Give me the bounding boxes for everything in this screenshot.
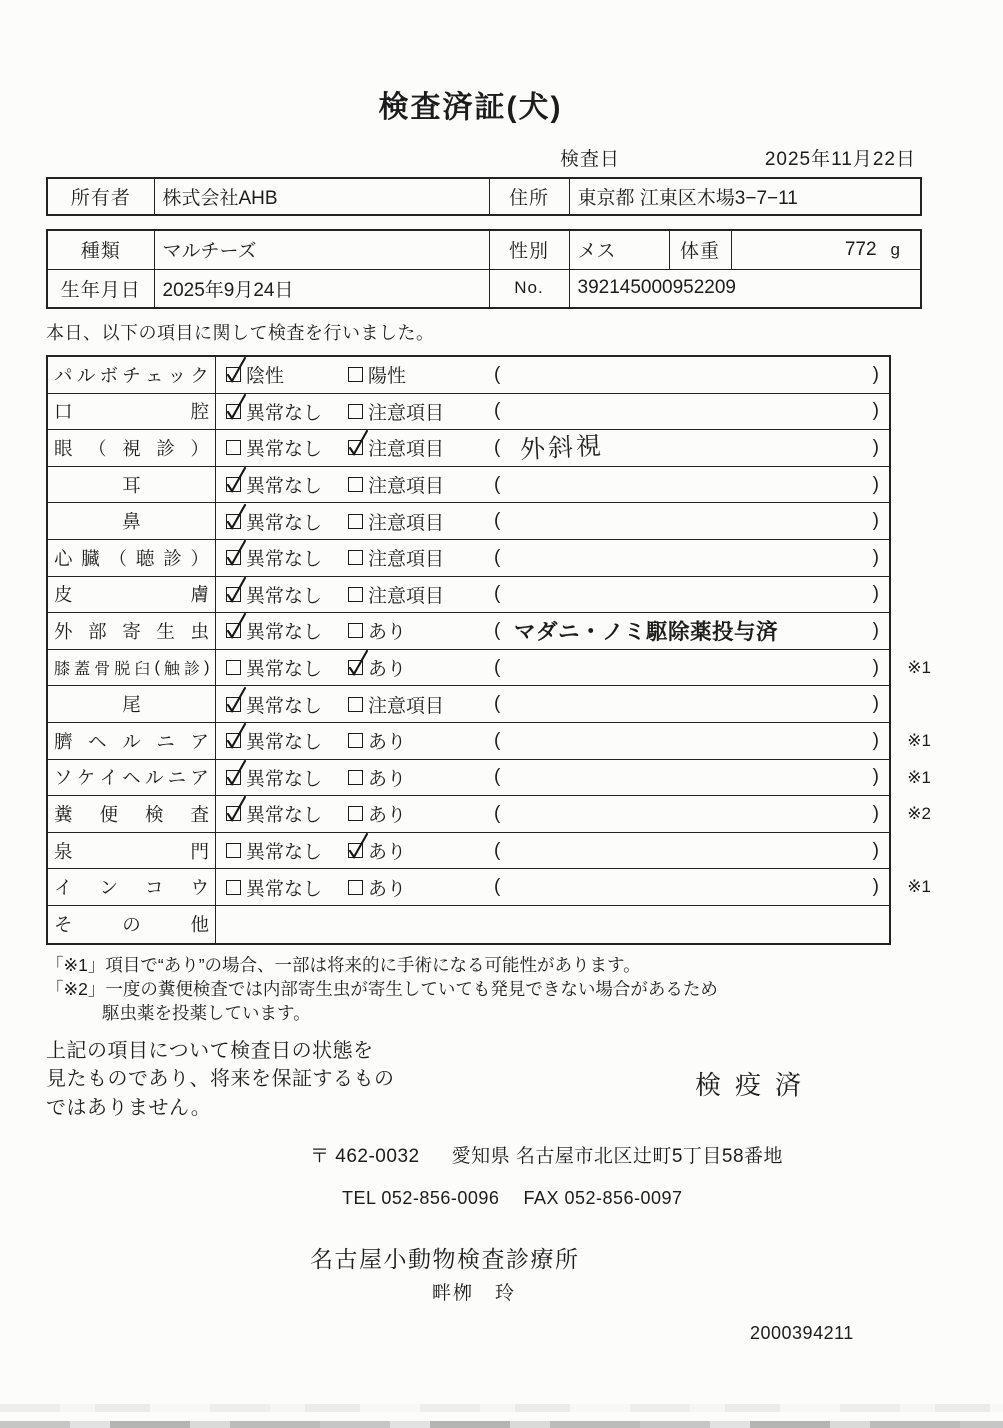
no-value: 392145000952209 bbox=[569, 269, 921, 308]
table-row bbox=[48, 869, 931, 906]
owner-table bbox=[46, 177, 922, 216]
checkbox-icon bbox=[226, 880, 241, 895]
remarks-area bbox=[484, 723, 889, 759]
checkbox-icon bbox=[348, 623, 363, 638]
open-paren: ( bbox=[494, 546, 501, 568]
checkbox-icon bbox=[226, 440, 241, 455]
item-label: パ ル ボ チ ェ ッ ク bbox=[48, 357, 216, 393]
intro-line: 本日、以下の項目に関して検査を行いました。 bbox=[46, 323, 435, 343]
open-paren: ( bbox=[494, 400, 501, 422]
item-label: 臍 ヘ ル ニ ア bbox=[48, 723, 216, 759]
option-2 bbox=[348, 764, 484, 791]
row-content bbox=[216, 723, 889, 759]
checkbox-icon bbox=[226, 367, 241, 382]
checkbox-icon bbox=[348, 514, 363, 529]
option-1 bbox=[216, 581, 348, 608]
option-1-label: 異常なし bbox=[246, 842, 323, 864]
close-paren: ) bbox=[872, 473, 879, 495]
table-row bbox=[48, 796, 931, 833]
row-content bbox=[216, 650, 889, 686]
address-label: 住所 bbox=[489, 178, 569, 215]
open-paren: ( bbox=[494, 473, 501, 495]
option-2-label: 注意項目 bbox=[368, 512, 445, 534]
item-label: そ の 他 bbox=[48, 906, 216, 943]
option-2 bbox=[348, 471, 484, 498]
close-paren: ) bbox=[872, 729, 879, 751]
checkbox-icon bbox=[226, 623, 241, 638]
table-row bbox=[48, 467, 889, 504]
row-content bbox=[216, 686, 889, 722]
table-row bbox=[48, 430, 889, 467]
option-2 bbox=[348, 398, 484, 425]
row-content bbox=[216, 613, 889, 649]
scan-artifact-band bbox=[0, 1404, 1003, 1412]
table-row bbox=[48, 906, 889, 943]
footnote-2-continuation: 駆虫薬を投薬しています。 bbox=[102, 1002, 311, 1023]
footnote-ref: ※1 bbox=[907, 767, 931, 787]
row-content bbox=[216, 503, 889, 539]
serial-number: 2000394211 bbox=[750, 1322, 854, 1343]
item-label: 眼 （ 視 診 ） bbox=[48, 430, 216, 466]
checkbox-icon bbox=[226, 660, 241, 675]
row-content bbox=[216, 540, 889, 576]
option-1 bbox=[216, 544, 348, 571]
remarks-area bbox=[484, 577, 889, 613]
option-2-label: 注意項目 bbox=[368, 476, 445, 498]
option-2-label: あり bbox=[368, 622, 407, 644]
option-2-label: 注意項目 bbox=[368, 549, 445, 571]
open-paren: ( bbox=[494, 729, 501, 751]
footnote-ref: ※1 bbox=[907, 877, 931, 897]
veterinarian-name: 畔栁 玲 bbox=[432, 1282, 517, 1304]
tel-fax-line bbox=[342, 1188, 1003, 1209]
open-paren: ( bbox=[494, 510, 501, 532]
checkbox-icon bbox=[226, 843, 241, 858]
row-content bbox=[216, 796, 889, 832]
clinic-name: 名古屋小動物検査診療所 bbox=[310, 1245, 580, 1272]
item-label: イ ン コ ウ bbox=[48, 869, 216, 905]
remarks-area bbox=[484, 650, 889, 686]
remarks-area bbox=[484, 686, 889, 722]
option-1-label: 陰性 bbox=[246, 366, 285, 388]
checkbox-icon bbox=[348, 404, 363, 419]
row-content bbox=[216, 906, 889, 943]
close-paren: ) bbox=[872, 766, 879, 788]
option-2 bbox=[348, 800, 484, 827]
checkbox-icon bbox=[348, 880, 363, 895]
birth-row bbox=[47, 269, 921, 308]
table-row bbox=[48, 833, 889, 870]
option-2-label: あり bbox=[368, 659, 407, 681]
clinic-address-line bbox=[310, 1141, 1003, 1168]
option-1 bbox=[216, 874, 348, 901]
open-paren: ( bbox=[494, 802, 501, 824]
close-paren: ) bbox=[872, 656, 879, 678]
checkbox-icon bbox=[226, 770, 241, 785]
open-paren: ( bbox=[494, 656, 501, 678]
option-2 bbox=[348, 617, 484, 644]
table-row bbox=[48, 650, 931, 687]
remarks-area bbox=[484, 833, 889, 869]
footnote-ref: ※2 bbox=[907, 804, 931, 824]
remarks-area bbox=[484, 467, 889, 503]
row-content bbox=[216, 869, 889, 905]
inspection-table-wrap bbox=[46, 355, 931, 945]
clinic-address: 愛知県 名古屋市北区辻町5丁目58番地 bbox=[451, 1145, 784, 1167]
weight-number: 772 bbox=[844, 238, 877, 260]
page-title: 検査済証(犬) bbox=[378, 91, 563, 124]
close-paren: ) bbox=[872, 363, 879, 385]
footnote-ref: ※1 bbox=[907, 657, 931, 677]
fax-number: FAX 052-856-0097 bbox=[523, 1187, 683, 1208]
option-2-label: 注意項目 bbox=[368, 585, 445, 607]
item-label: 泉 門 bbox=[48, 833, 216, 869]
disclaimer-line-2: 見たものであり、将来を保証するもの bbox=[46, 1068, 395, 1090]
option-2 bbox=[348, 691, 484, 718]
remarks-area bbox=[484, 357, 889, 393]
option-2 bbox=[348, 581, 484, 608]
table-row bbox=[48, 613, 889, 650]
close-paren: ) bbox=[872, 839, 879, 861]
checkbox-icon bbox=[348, 587, 363, 602]
owner-value: 株式会社AHB bbox=[154, 178, 489, 215]
option-1-label: 異常なし bbox=[246, 695, 323, 717]
disclaimer-line-1: 上記の項目について検査日の状態を bbox=[46, 1039, 374, 1062]
owner-label: 所有者 bbox=[47, 178, 154, 215]
table-row bbox=[48, 577, 889, 614]
open-paren: ( bbox=[494, 619, 501, 641]
item-label: 外 部 寄 生 虫 bbox=[48, 613, 216, 649]
checkbox-icon bbox=[348, 367, 363, 382]
footnote-2: 「※2」一度の糞便検査では内部寄生虫が寄生していても発見できない場合があるため bbox=[46, 978, 718, 999]
open-paren: ( bbox=[494, 839, 501, 861]
option-1 bbox=[216, 508, 348, 535]
footnote-ref: ※1 bbox=[907, 730, 931, 750]
breed-label: 種類 bbox=[47, 230, 154, 269]
table-row bbox=[48, 394, 889, 431]
sex-label: 性別 bbox=[489, 230, 569, 269]
footnote-1: 「※1」項目で“あり”の場合、一部は将来的に手術になる可能性があります。 bbox=[46, 954, 641, 975]
open-paren: ( bbox=[494, 363, 501, 385]
remarks-text: マダニ・ノミ駆除薬投与済 bbox=[514, 620, 779, 645]
address-value: 東京都 江東区木場3−7−11 bbox=[569, 178, 921, 215]
option-2 bbox=[348, 654, 484, 681]
option-2-label: あり bbox=[368, 768, 407, 790]
option-1-label: 異常なし bbox=[246, 439, 323, 461]
remarks-area bbox=[484, 503, 889, 539]
remarks-area bbox=[484, 760, 889, 796]
breed-row bbox=[47, 230, 921, 269]
remarks-area bbox=[484, 613, 889, 649]
item-label: 尾 bbox=[48, 686, 216, 722]
option-1 bbox=[216, 434, 348, 461]
close-paren: ) bbox=[872, 400, 879, 422]
option-2-label: あり bbox=[368, 842, 407, 864]
option-1 bbox=[216, 764, 348, 791]
checkbox-icon bbox=[348, 697, 363, 712]
open-paren: ( bbox=[494, 693, 501, 715]
row-content bbox=[216, 394, 889, 430]
option-2-label: 注意項目 bbox=[368, 439, 445, 461]
item-label: 耳 bbox=[48, 467, 216, 503]
option-1-label: 異常なし bbox=[246, 585, 323, 607]
option-1 bbox=[216, 800, 348, 827]
row-content bbox=[216, 467, 889, 503]
close-paren: ) bbox=[872, 876, 879, 898]
weight-unit: g bbox=[890, 239, 900, 259]
quarantine-passed-stamp: 検疫済 bbox=[695, 1069, 816, 1100]
closing-section bbox=[46, 1037, 923, 1129]
remarks-area bbox=[484, 394, 889, 430]
inspection-table bbox=[46, 355, 931, 945]
birth-value: 2025年9月24日 bbox=[154, 269, 489, 308]
row-content bbox=[216, 430, 889, 466]
close-paren: ) bbox=[872, 510, 879, 532]
option-1-label: 異常なし bbox=[246, 878, 323, 900]
weight-value bbox=[731, 230, 921, 269]
item-label: 皮 膚 bbox=[48, 577, 216, 613]
option-2 bbox=[348, 508, 484, 535]
open-paren: ( bbox=[494, 876, 501, 898]
option-1-label: 異常なし bbox=[246, 476, 323, 498]
table-row bbox=[48, 357, 889, 394]
remarks-area bbox=[484, 869, 889, 905]
option-1 bbox=[216, 654, 348, 681]
item-label: 鼻 bbox=[48, 503, 216, 539]
close-paren: ) bbox=[872, 436, 879, 458]
breed-value: マルチーズ bbox=[154, 230, 489, 269]
option-1 bbox=[216, 727, 348, 754]
animal-info-table bbox=[46, 229, 922, 309]
checkbox-icon bbox=[348, 733, 363, 748]
option-1 bbox=[216, 837, 348, 864]
option-1-label: 異常なし bbox=[246, 659, 323, 681]
owner-row bbox=[47, 178, 921, 215]
option-2 bbox=[348, 727, 484, 754]
checkbox-icon bbox=[226, 733, 241, 748]
footnotes bbox=[46, 953, 876, 1025]
row-content bbox=[216, 577, 889, 613]
checkbox-icon bbox=[226, 404, 241, 419]
option-2-label: 注意項目 bbox=[368, 695, 445, 717]
remarks-area bbox=[484, 430, 889, 466]
table-row bbox=[48, 686, 889, 723]
close-paren: ) bbox=[872, 693, 879, 715]
row-content bbox=[216, 833, 889, 869]
option-1-label: 異常なし bbox=[246, 402, 323, 424]
open-paren: ( bbox=[494, 436, 501, 458]
checkbox-icon bbox=[348, 440, 363, 455]
birth-label: 生年月日 bbox=[47, 269, 154, 308]
checkbox-icon bbox=[226, 806, 241, 821]
open-paren: ( bbox=[494, 766, 501, 788]
row-content bbox=[216, 357, 889, 393]
scan-artifact-edge bbox=[0, 1421, 1003, 1428]
remarks-text: 外斜視 bbox=[519, 431, 605, 465]
remarks-area bbox=[484, 540, 889, 576]
table-row bbox=[48, 760, 931, 797]
row-content bbox=[216, 760, 889, 796]
option-1-label: 異常なし bbox=[246, 732, 323, 754]
option-1-label: 異常なし bbox=[246, 622, 323, 644]
close-paren: ) bbox=[872, 583, 879, 605]
option-1-label: 異常なし bbox=[246, 512, 323, 534]
disclaimer-line-3: ではありません。 bbox=[46, 1096, 212, 1119]
option-1-label: 異常なし bbox=[246, 549, 323, 571]
checkbox-icon bbox=[348, 843, 363, 858]
table-row bbox=[48, 540, 889, 577]
option-1-label: 異常なし bbox=[246, 805, 323, 827]
checkbox-icon bbox=[348, 477, 363, 492]
exam-date-label: 検査日 bbox=[560, 149, 621, 170]
checkbox-icon bbox=[348, 806, 363, 821]
option-2-label: あり bbox=[368, 732, 407, 754]
checkbox-icon bbox=[348, 660, 363, 675]
checkbox-icon bbox=[348, 550, 363, 565]
option-2 bbox=[348, 544, 484, 571]
item-label: 心 臓 （ 聴 診 ） bbox=[48, 540, 216, 576]
weight-label: 体重 bbox=[669, 230, 731, 269]
item-label: 糞 便 検 査 bbox=[48, 796, 216, 832]
option-1 bbox=[216, 471, 348, 498]
item-label: 口 腔 bbox=[48, 394, 216, 430]
remarks-area bbox=[484, 796, 889, 832]
option-1-label: 異常なし bbox=[246, 768, 323, 790]
close-paren: ) bbox=[872, 619, 879, 641]
checkbox-icon bbox=[226, 514, 241, 529]
close-paren: ) bbox=[872, 546, 879, 568]
table-row bbox=[48, 503, 889, 540]
close-paren: ) bbox=[872, 802, 879, 824]
checkbox-icon bbox=[226, 477, 241, 492]
sex-value: メス bbox=[569, 230, 669, 269]
no-label: No. bbox=[489, 269, 569, 308]
exam-date-row bbox=[46, 144, 922, 171]
option-1 bbox=[216, 691, 348, 718]
tel-number: TEL 052-856-0096 bbox=[342, 1187, 500, 1208]
option-2-label: 注意項目 bbox=[368, 402, 445, 424]
postal-code: 〒 462-0032 bbox=[310, 1145, 420, 1167]
option-2 bbox=[348, 434, 484, 461]
open-paren: ( bbox=[494, 583, 501, 605]
exam-date-value: 2025年11月22日 bbox=[764, 149, 916, 170]
item-label: 膝 蓋 骨 脱 臼 ( 触 診 ) bbox=[48, 650, 216, 686]
option-2 bbox=[348, 874, 484, 901]
option-1 bbox=[216, 398, 348, 425]
table-row bbox=[48, 723, 931, 760]
checkbox-icon bbox=[226, 587, 241, 602]
option-1 bbox=[216, 361, 348, 388]
option-2-label: あり bbox=[368, 878, 407, 900]
checkbox-icon bbox=[226, 697, 241, 712]
option-2-label: 陽性 bbox=[368, 366, 407, 388]
item-label: ソ ケ イ ヘ ル ニ ア bbox=[48, 760, 216, 796]
checkbox-icon bbox=[226, 550, 241, 565]
option-2 bbox=[348, 837, 484, 864]
option-2 bbox=[348, 361, 484, 388]
option-2-label: あり bbox=[368, 805, 407, 827]
checkbox-icon bbox=[348, 770, 363, 785]
option-1 bbox=[216, 617, 348, 644]
